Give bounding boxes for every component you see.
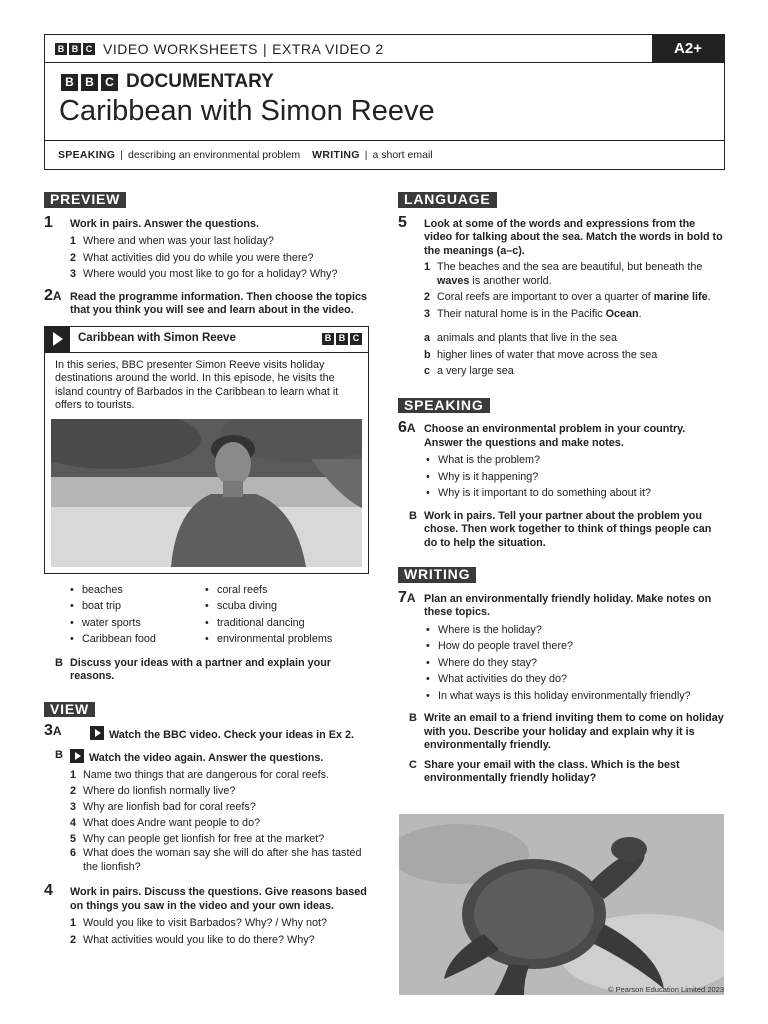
list-item: • coral reefs	[205, 583, 268, 596]
list-item: • boat trip	[70, 600, 122, 612]
play-icon	[90, 726, 104, 740]
bbc-logo: B B C	[55, 43, 95, 55]
play-icon	[70, 749, 84, 763]
meaning-item: b higher lines of water that move across the sea	[424, 348, 658, 361]
list-item: • What is the problem?	[426, 454, 541, 466]
documentary-label: DOCUMENTARY	[126, 71, 274, 92]
question-item: 1 Would you like to visit Barbados? Why? / Why not?	[70, 917, 328, 929]
exercise-6a: 6A Choose an environmental problem in your country. Answer the questions and make notes. • What is the problem? • Why is it happening? • Why is it important to do something about it?	[398, 423, 724, 502]
topic-list	[44, 584, 369, 647]
list-item: • What activities do they do?	[426, 673, 568, 685]
bbc-logo: B B C	[322, 333, 362, 345]
section-view-heading: VIEW	[44, 702, 95, 718]
question-item: 3 Their natural home is in the Pacific Ocean.	[424, 307, 642, 320]
list-item: • beaches	[70, 583, 123, 596]
meaning-item: c a very large sea	[424, 365, 514, 377]
copyright-notice: © Pearson Education Limited 2023	[607, 985, 724, 994]
turtle-image	[399, 814, 724, 995]
question-item: 2 Coral reefs are important to over a quarter of marine life.	[424, 291, 711, 303]
level-badge: A2+	[652, 35, 724, 62]
section-preview-heading: PREVIEW	[44, 192, 126, 208]
turtle-photo	[399, 814, 724, 995]
exercise-1: 1 Work in pairs. Answer the questions. 1 Where and when was your last holiday? 2 What activities did you do while you were there? 3 Where would you most like to go for a holiday? Why?	[44, 218, 369, 283]
series-label: VIDEO WORKSHEETS | EXTRA VIDEO 2	[103, 40, 384, 57]
list-item: • Caribbean food	[70, 633, 156, 645]
section-speaking-heading: SPEAKING	[398, 398, 490, 414]
question-item: 4 What does Andre want people to do?	[70, 817, 261, 829]
left-column	[44, 192, 369, 948]
list-item: • Why is it happening?	[426, 470, 539, 483]
programme-title: Caribbean with Simon Reeve	[78, 332, 236, 345]
section-writing-heading: WRITING	[398, 567, 476, 583]
question-item: 2 What activities did you do while you were there?	[70, 251, 314, 264]
question-item: 2 What activities would you like to do there? Why?	[70, 933, 315, 946]
list-item: • Where do they stay?	[426, 656, 538, 669]
exercise-2b: B Discuss your ideas with a partner and explain your reasons.	[55, 656, 332, 682]
question-item: 2 Where do lionfish normally live?	[70, 785, 236, 797]
header-top-bar	[45, 35, 724, 63]
programme-description: In this series, BBC presenter Simon Reeve visits holiday destinations around the world. In this episode, he visits the island country of Barbados in the Caribbean to learn what it offers to tourists.	[55, 358, 339, 411]
question-item: 1 Where and when was your last holiday?	[70, 235, 274, 247]
skills-bar: SPEAKING | describing an environmental problem WRITING | a short email	[58, 148, 433, 161]
exercise-3a: 3A Watch the BBC video. Check your ideas in Ex 2.	[44, 722, 354, 741]
bbc-logo-large: B B C	[61, 74, 118, 91]
question-item: 3 Where would you most like to go for a holiday? Why?	[70, 268, 338, 280]
presenter-image	[51, 419, 362, 567]
question-item: 1 Name two things that are dangerous for coral reefs.	[70, 769, 330, 781]
exercise-7c: C Share your email with the class. Which is the best environmentally friendly holiday?	[409, 758, 680, 784]
list-item: • water sports	[70, 616, 141, 629]
page-title: Caribbean with Simon Reeve	[59, 95, 435, 127]
right-column	[398, 192, 724, 786]
list-item: • In what ways is this holiday environmentally friendly?	[426, 689, 691, 702]
exercise-4: 4 Work in pairs. Discuss the questions. Give reasons based on things you saw in the video and your own ideas. 1 Would you like to visit Barbados? Why? / Why not? 2 What activities would you like to do there? Why?	[44, 886, 369, 948]
header-title-area	[45, 63, 724, 141]
list-item: • traditional dancing	[205, 616, 305, 629]
exercise-3b: B Watch the video again. Answer the questions. 1 Name two things that are dangerous for coral reefs. 2 Where do lionfish normally live? 3 Why are lionfish bad for coral reefs? 4 What does Andre want people to do? 5 Why can people get lionfish for free at the market? 6 What does the woman say she will do after she has tasted the lionfish?	[44, 749, 369, 875]
list-item: • Why is it important to do something about it?	[426, 487, 652, 499]
question-item: 1 The beaches and the sea are beautiful, but beneath the waves is another world.	[424, 261, 703, 287]
question-item: 6 What does the woman say she will do after she has tasted the lionfish?	[70, 847, 362, 873]
presenter-photo	[51, 419, 362, 567]
question-item: 3 Why are lionfish bad for coral reefs?	[70, 801, 256, 813]
programme-info-box	[44, 326, 369, 574]
play-icon	[44, 326, 70, 352]
section-language-heading: LANGUAGE	[398, 192, 497, 208]
worksheet-header	[44, 34, 725, 170]
exercise-7b: B Write an email to a friend inviting them to come on holiday with you. Describe your holiday and explain why it is environmentally friendly.	[409, 712, 724, 751]
list-item: • scuba diving	[205, 600, 278, 612]
exercise-2a: 2A Read the programme information. Then choose the topics that you think you will see and learn about in the video.	[44, 286, 367, 316]
list-item: • environmental problems	[205, 633, 333, 645]
list-item: • How do people travel there?	[426, 640, 574, 652]
list-item: • Where is the holiday?	[426, 623, 542, 636]
exercise-6b: B Work in pairs. Tell your partner about the problem you chose. Then work together to think of things people can do to help the situation.	[409, 509, 712, 549]
exercise-7a: 7A Plan an environmentally friendly holiday. Make notes on these topics. • Where is the holiday? • How do people travel there? • Where do they stay? • What activities do they do? • In what ways is this holiday environmentally friendly?	[398, 593, 724, 705]
meaning-item: a animals and plants that live in the sea	[424, 332, 618, 344]
exercise-5: 5 Look at some of the words and expressions from the video for talking about the sea. Match the words in bold to the meanings (a–c). 1 The beaches and the sea are beautiful, but beneath the waves is another world. 2 Coral reefs are important to over a quarter of marine life. 3 Their natural home is in the Pacific Ocean. a animals and plants that live in the sea b higher lines of water that move across the sea c a very large sea	[398, 218, 724, 380]
question-item: 5 Why can people get lionfish for free at the market?	[70, 833, 325, 845]
